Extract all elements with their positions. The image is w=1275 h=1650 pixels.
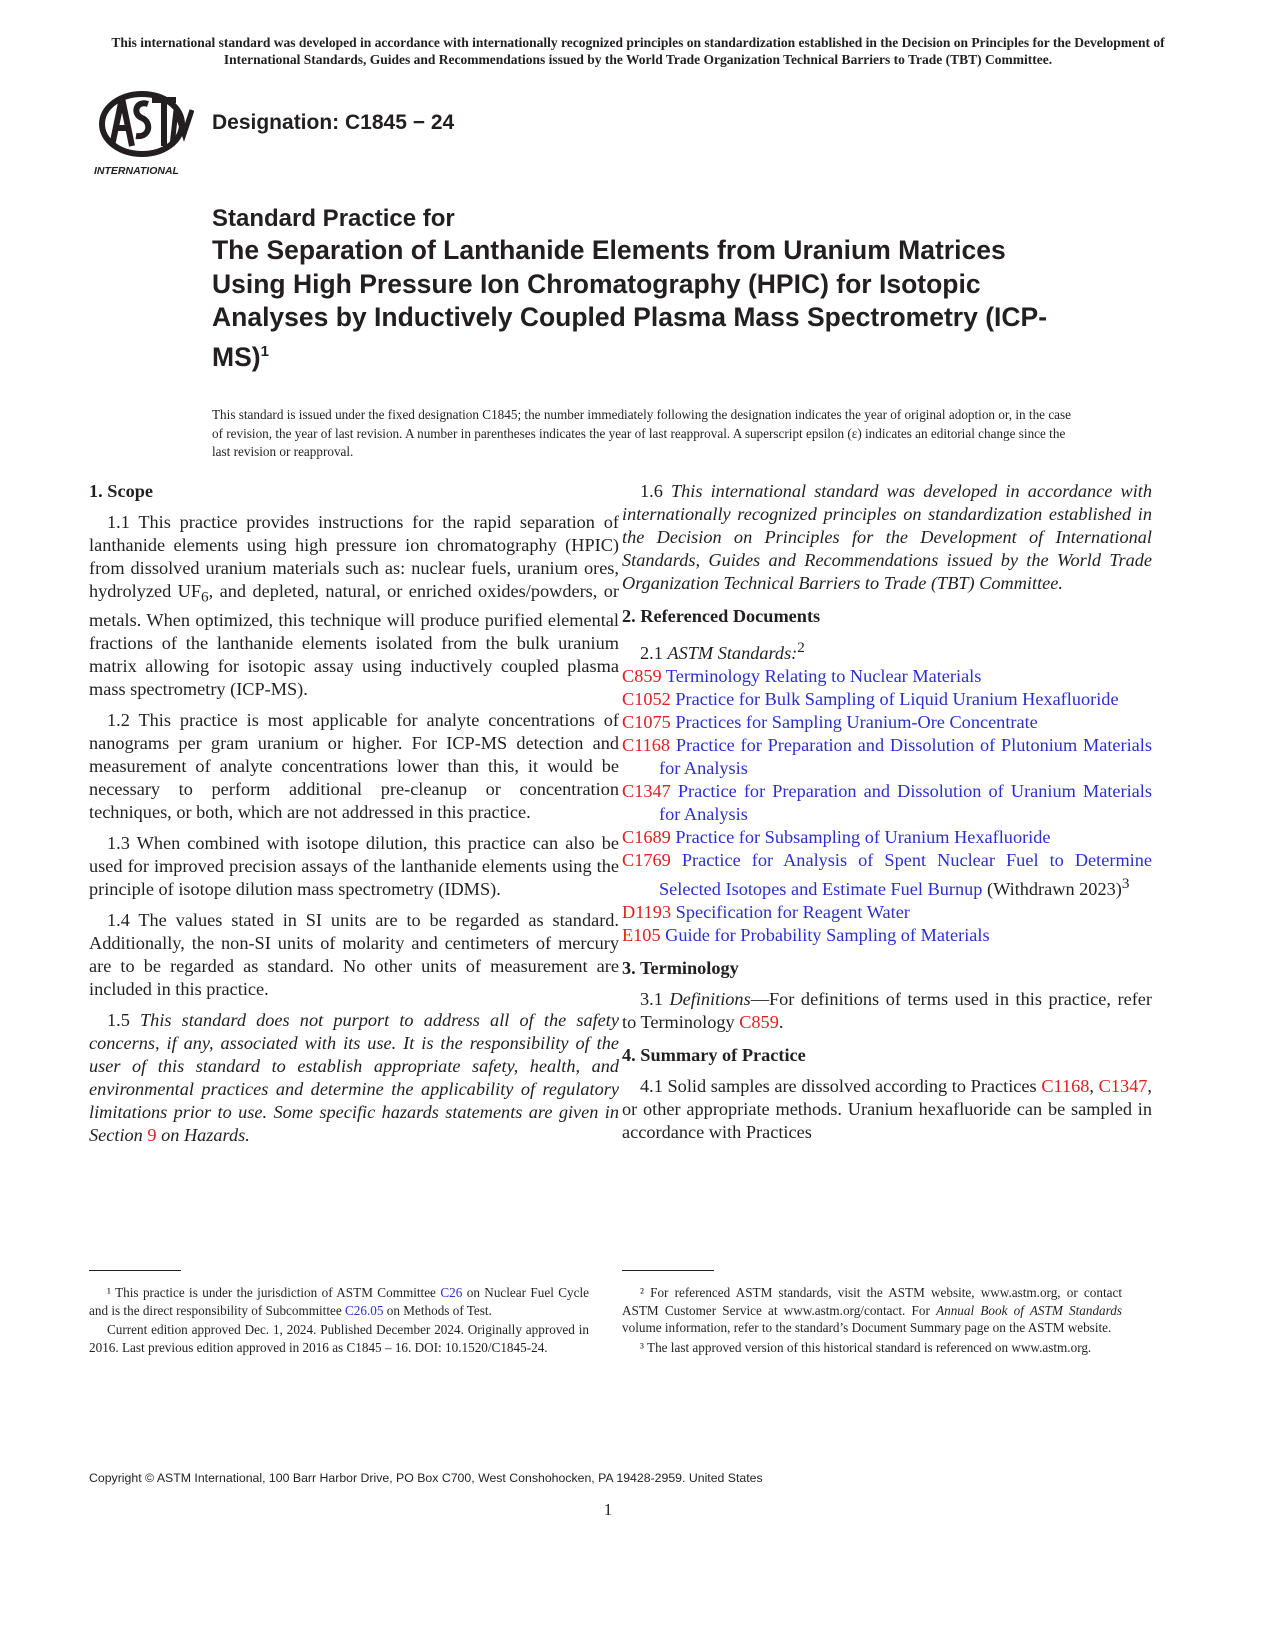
footnote-3: ³ The last approved version of this historical standard is referenced on www.astm.org.: [640, 1339, 1092, 1355]
footnote-divider: [622, 1270, 714, 1271]
paragraph-1-2: 1.2 This practice is most applicable for analyte concentrations of nanograms per gram uranium or higher. For ICP-MS detection and measurement of analyte concentrations lower than this, it would be necessary to perform additional pre-cleanup or concentration techniques, or both, which are not addressed in this practice.: [89, 709, 619, 822]
paragraph-text: —For definitions of terms used in this practice, refer to Terminology: [622, 989, 1152, 1033]
reference-code[interactable]: C1689: [622, 827, 671, 848]
title-text: The Separation of Lanthanide Elements from Uranium Matrices Using High Pressure Ion Chromatography (HPIC) for Isotopic Analyses by Inductively Coupled Plasma Mass Spectrometry (ICP-MS): [212, 235, 1048, 372]
paragraph-3-1: [622, 988, 1152, 1034]
reference-code[interactable]: D1193: [622, 902, 672, 923]
paragraph-1-3: 1.3 When combined with isotope dilution, this practice can also be used for improved precision assays of the lanthanide elements using the principle of isotope dilution mass spectrometry (IDMS).: [89, 832, 619, 899]
footnote-text: ² For referenced ASTM standards, visit the ASTM website, www.astm.org, or contact ASTM Customer Service at www.astm.org/contact. For: [622, 1285, 1122, 1318]
punctuation: .: [778, 1012, 784, 1033]
paragraph-text: 4.1 Solid samples are dissolved according to Practices: [640, 1076, 1037, 1097]
title-footnote-mark: 1: [260, 342, 269, 360]
withdrawn-note: (Withdrawn 2023): [987, 879, 1122, 900]
subcommittee-c26-05-link[interactable]: C26.05: [345, 1302, 384, 1318]
designation: Designation: C1845 − 24: [212, 111, 455, 134]
paragraph-number: 1.5: [107, 1009, 130, 1030]
c859-link[interactable]: C859: [739, 1012, 779, 1033]
top-notice: This international standard was developed in accordance with internationally recognized principles on standardization established in the Decision on Principles for the Development of International Standards, Guides and Recommendations issued by the World Trade Organization Technical Barriers to Trade (TBT) Committee.: [111, 35, 1165, 67]
paragraph-text: This international standard was developed in accordance with internationally recognized principles on standardization established in the Decision on Principles for the Development of International Standards, Guides and Recommendations issued by the World Trade Organization Technical Barriers to Trade (TBT) Committee.: [622, 481, 1152, 593]
paragraph-number: 2.1: [640, 643, 663, 664]
paragraph-number: 1.6: [640, 481, 663, 501]
paragraph-1-5: [89, 1009, 619, 1147]
subscript: 6: [201, 588, 209, 606]
reference-item[interactable]: [622, 780, 1152, 826]
reference-code[interactable]: C1052: [622, 689, 671, 710]
reference-title-link[interactable]: Practice for Preparation and Dissolution of Uranium Materials for Analysis: [659, 781, 1152, 825]
reference-item[interactable]: [622, 711, 1152, 734]
reference-item[interactable]: [622, 734, 1152, 780]
reference-code[interactable]: C1168: [622, 735, 671, 756]
title-block: [212, 204, 1072, 374]
footnote-text: ¹ This practice is under the jurisdiction of ASTM Committee: [107, 1285, 436, 1300]
reference-code[interactable]: E105: [622, 925, 661, 946]
paragraph-text: This standard does not purport to address all of the safety concerns, if any, associated with its use. It is the responsibility of the user of this standard to establish appropriate safety, health, and environmental practices and determine the applicability of regulatory limitations prior to use. Some specific hazards statements are given in Section: [89, 1009, 619, 1145]
reference-item[interactable]: [622, 849, 1152, 901]
reference-title-link[interactable]: Terminology Relating to Nuclear Materials: [665, 666, 982, 687]
reference-item[interactable]: [622, 826, 1152, 849]
title-kicker: Standard Practice for: [212, 205, 455, 232]
section-heading-terminology: 3. Terminology: [622, 958, 739, 979]
section-heading-referenced-documents: 2. Referenced Documents: [622, 606, 821, 626]
paragraph-text: , or other appropriate methods. Uranium hexafluoride can be sampled in accordance with Practices: [622, 1076, 1152, 1143]
section-heading-scope: 1. Scope: [89, 481, 153, 501]
footnote-text: volume information, refer to the standard’s Document Summary page on the ASTM website.: [622, 1320, 1112, 1335]
committee-c26-link[interactable]: C26: [440, 1285, 463, 1300]
astm-standards-intro: [622, 636, 1152, 665]
section-9-link[interactable]: 9: [147, 1124, 157, 1145]
reference-item[interactable]: [622, 924, 1152, 947]
reference-code[interactable]: C1075: [622, 712, 671, 733]
reference-title-link[interactable]: Practice for Analysis of Spent Nuclear Fuel to Determine Selected Isotopes and Estimate Fuel Burnup: [659, 850, 1152, 900]
astm-standards-label: ASTM Standards:: [667, 643, 798, 664]
astm-logo-icon: [92, 86, 194, 178]
reference-code[interactable]: C1769: [622, 850, 671, 871]
c1168-link[interactable]: C1168: [1041, 1076, 1090, 1097]
term-label: Definitions: [669, 989, 751, 1010]
paragraph-number: 3.1: [640, 989, 663, 1010]
paragraph-1-6: [622, 480, 1152, 595]
referenced-documents-list: [622, 636, 1152, 947]
issuance-statement: This standard is issued under the fixed designation C1845; the number immediately following the designation indicates the year of original adoption or, in the case of revision, the year of last revision. A number in parentheses indicates the year of last reapproval. A superscript epsilon (ε) indicates an editorial change since the last revision or reapproval.: [212, 407, 1072, 459]
footnotes-right: [622, 1284, 1122, 1358]
footnote-text: on Nuclear Fuel Cycle and is the direct responsibility of Subcommittee: [89, 1285, 590, 1318]
logo-wordmark: INTERNATIONAL: [94, 165, 179, 177]
reference-code[interactable]: C859: [622, 666, 662, 687]
paragraph-1-1: [89, 511, 619, 701]
section-heading-summary: 4. Summary of Practice: [622, 1045, 806, 1066]
paragraph-text: , and depleted, natural, or enriched oxides/powders, or metals. When optimized, this technique will produce purified elemental fractions of the lanthanide elements isolated from the bulk uranium matrix allowing for isotopic assay using inductively coupled plasma mass spectrometry (ICP-MS).: [89, 581, 620, 699]
reference-title-link[interactable]: Practice for Preparation and Dissolution of Plutonium Materials for Analysis: [659, 735, 1152, 779]
paragraph-1-4: 1.4 The values stated in SI units are to be regarded as standard. Additionally, the non-SI units of molarity and centimeters of mercury are to be regarded as standard. No other units of measurement are included in this practice.: [89, 909, 619, 999]
copyright-line: Copyright © ASTM International, 100 Barr Harbor Drive, PO Box C700, West Conshohocken, PA 19428-2959. United States: [89, 1471, 763, 1485]
reference-title-link[interactable]: Practice for Subsampling of Uranium Hexafluoride: [675, 827, 1051, 848]
footnote-mark: 3: [1121, 875, 1130, 893]
left-column: [89, 480, 619, 1155]
footnote-1-edition: Current edition approved Dec. 1, 2024. Published December 2024. Originally approved in 2016. Last previous edition approved in 2016 as C1845 – 16. DOI: 10.1520/C1845-24.: [89, 1322, 589, 1355]
reference-title-link[interactable]: Practices for Sampling Uranium-Ore Concentrate: [675, 712, 1038, 733]
footnote-italic: Annual Book of ASTM Standards: [936, 1302, 1123, 1318]
reference-code[interactable]: C1347: [622, 781, 671, 802]
reference-title-link[interactable]: Specification for Reagent Water: [675, 902, 910, 923]
footnote-text: on Methods of Test.: [386, 1302, 492, 1318]
footnote-2: [622, 1284, 1122, 1337]
reference-title-link[interactable]: Practice for Bulk Sampling of Liquid Uranium Hexafluoride: [675, 689, 1119, 710]
reference-item[interactable]: [622, 688, 1152, 711]
footnote-1: [89, 1284, 589, 1319]
paragraph-4-1: [622, 1075, 1152, 1144]
title-main: [212, 234, 1072, 374]
reference-title-link[interactable]: Guide for Probability Sampling of Materials: [665, 925, 990, 946]
right-column: [622, 480, 1152, 1152]
punctuation: ,: [1089, 1076, 1094, 1097]
reference-item[interactable]: [622, 665, 1152, 688]
footnote-divider: [89, 1270, 181, 1271]
c1347-link[interactable]: C1347: [1098, 1076, 1148, 1097]
footnote-mark: 2: [797, 639, 805, 656]
paragraph-text: on Hazards.: [161, 1124, 250, 1145]
reference-item[interactable]: [622, 901, 1152, 924]
page-number: 1: [603, 1500, 613, 1519]
footnotes-left: [89, 1284, 589, 1358]
paragraph-text: 1.1 This practice provides instructions for the rapid separation of lanthanide elements using high pressure ion chromatography (HPIC) from dissolved uranium materials such as: nuclear fuels, uranium ores, hydrolyzed UF: [89, 512, 619, 601]
